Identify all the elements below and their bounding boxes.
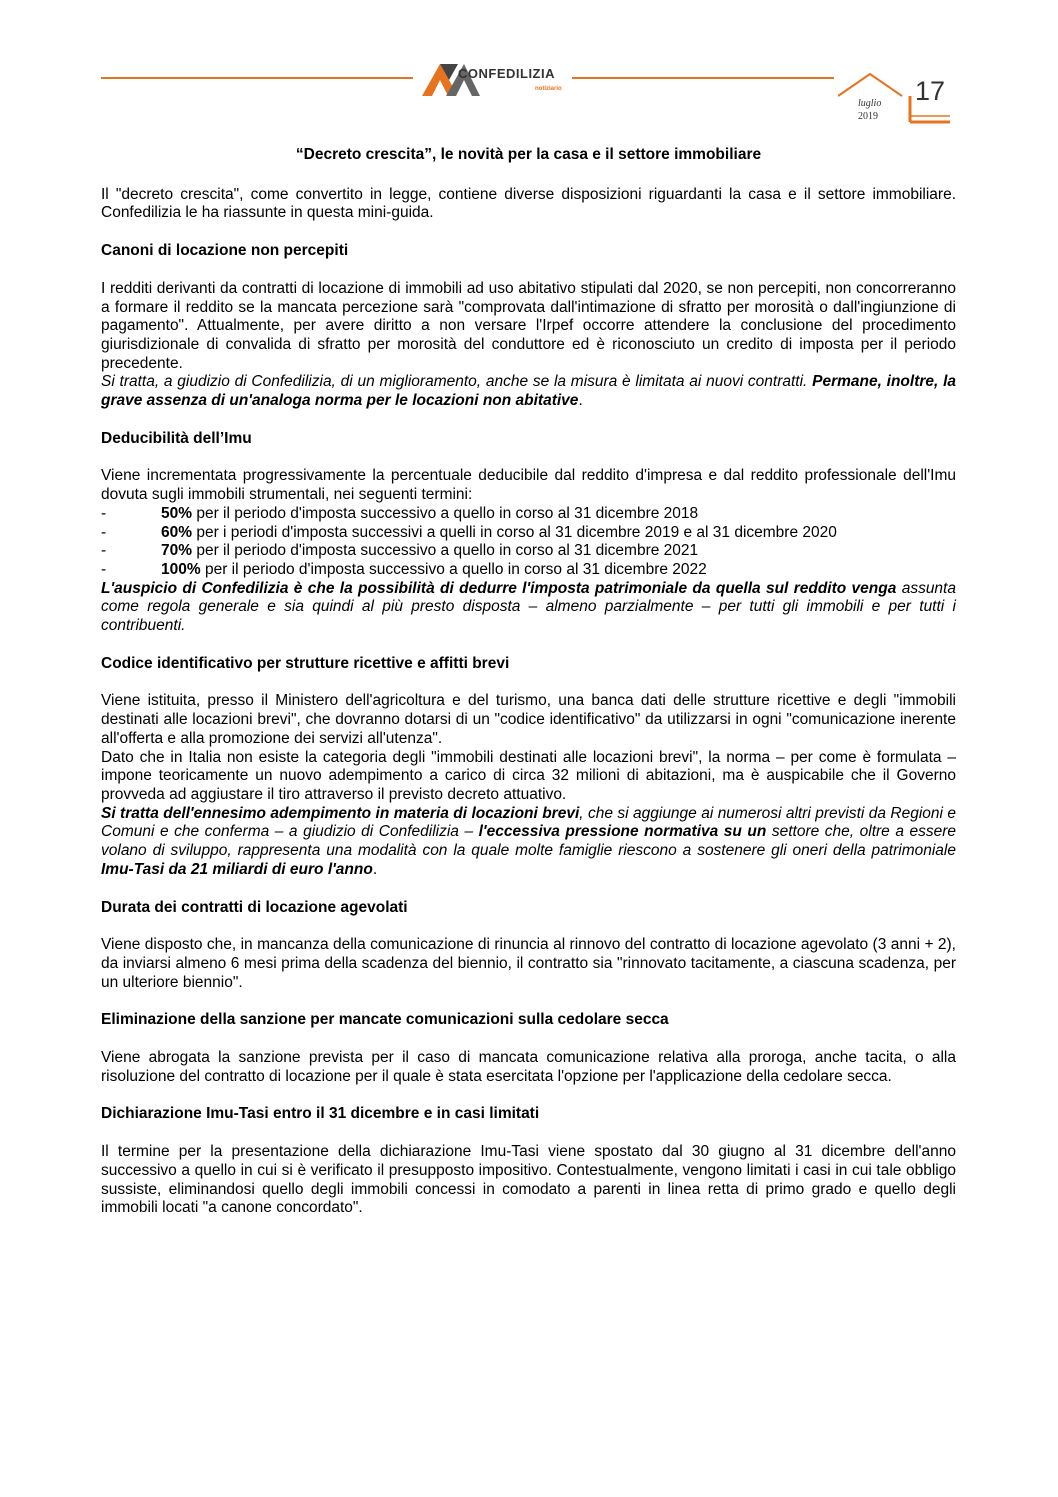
section-heading-canoni: Canoni di locazione non percepiti: [101, 242, 349, 260]
issue-month: luglio: [858, 98, 882, 109]
paragraph: Il termine per la presentazione della dichiarazione Imu-Tasi viene spostato dal 30 giugno al 31 dicembre dell'anno successivo a quello in cui si è verificato il presupposto impositivo. Contestualmente, vengono limitati i casi in cui tale obbligo sussiste, eliminandosi quello degli immobili concessi in comodato a parenti in linea retta di primo grado e quello degli immobili locati "a canone concordato".: [101, 1143, 956, 1217]
list-item: [101, 542, 956, 561]
header-rule-left: [101, 77, 413, 79]
percentage: 60%: [161, 523, 193, 541]
paragraph: Viene incrementata progressivamente la percentuale deducibile dal reddito d'impresa e dal reddito professionale dell'Imu dovuta sugli immobili strumentali, nei seguenti termini:: [101, 467, 956, 504]
article-body: [101, 146, 956, 1218]
bold-italic-text: Si tratta dell'ennesimo adempimento in materia di locazioni brevi: [101, 804, 580, 822]
list-text: per i periodi d'imposta successivi a quelli in corso al 31 dicembre 2019 e al 31 dicembre 2020: [192, 523, 837, 541]
article-title: “Decreto crescita”, le novità per la casa e il settore immobiliare: [295, 146, 762, 163]
page-header: [0, 0, 1058, 140]
section-heading-imu: Deducibilità dell’Imu: [101, 429, 252, 447]
list-dash: -: [101, 542, 107, 560]
paragraph: Viene disposto che, in mancanza della comunicazione di rinuncia al rinnovo del contratto di locazione agevolato (3 anni + 2), da inviarsi almeno 6 mesi prima della scadenza del biennio, il contratto sia "rinnovato tacitamente, a ciascuna scadenza, per un ulteriore biennio".: [101, 936, 956, 991]
list-dash: -: [101, 504, 107, 522]
paragraph: I redditi derivanti da contratti di locazione di immobili ad uso abitativo stipulati dal 2020, se non percepiti, non concorreranno a formare il reddito se la mancata percezione sarà "comprovata dall'intimazione di sfratto per morosità o dall'ingiunzione di pagamento". Attualmente, per avere diritto a non versare l'Irpef occorre attendere la conclusione del procedimento giurisdizionale di convalida di sfratto per morosità del conduttore ed è riconosciuto un credito di imposta per il periodo precedente.: [101, 279, 956, 372]
section-heading-sanzione: Eliminazione della sanzione per mancate comunicazioni sulla cedolare secca: [101, 1011, 669, 1029]
bold-italic-text: L'auspicio di Confedilizia è che la possibilità di dedurre l'imposta patrimoniale da quella sul reddito venga: [101, 579, 897, 597]
percentage: 70%: [161, 542, 193, 560]
issue-year: 2019: [858, 111, 878, 122]
section-heading-dichiarazione: Dichiarazione Imu-Tasi entro il 31 dicembre e in casi limitati: [101, 1105, 540, 1123]
list-text: per il periodo d'imposta successivo a quello in corso al 31 dicembre 2021: [192, 542, 699, 560]
bold-italic-text: l'eccessiva pressione normativa su un: [478, 823, 767, 841]
header-rule-right: [572, 77, 834, 79]
page-number: 17: [915, 76, 946, 106]
paragraph-comment: [101, 805, 956, 880]
italic-text: Si tratta, a giudizio di Confedilizia, di un miglioramento, anche se la misura è limitata ai nuovi contratti.: [101, 373, 813, 391]
list-dash: -: [101, 560, 107, 578]
list-item: [101, 524, 956, 543]
percentage: 100%: [161, 560, 201, 578]
bold-italic-text: Permane, inoltre, la grave assenza di un'analoga norma per le locazioni non abitative: [101, 373, 957, 410]
list-text: per il periodo d'imposta successivo a quello in corso al 31 dicembre 2018: [192, 504, 699, 522]
italic-text: assunta come regola generale e sia quindi al più presto disposta – almeno parzialmente – per tutti gli immobili e per tutti i contribuenti.: [101, 579, 956, 635]
italic-text: settore che, oltre a essere volano di sviluppo, rappresenta una modalità con la quale molte famiglie riescono a sostenere gli oneri della patrimoniale: [101, 823, 956, 860]
list-text: per il periodo d'imposta successivo a quello in corso al 31 dicembre 2022: [200, 560, 707, 578]
list-dash: -: [101, 523, 107, 541]
intro-paragraph: Il "decreto crescita", come convertito in legge, contiene diverse disposizioni riguardanti la casa e il settore immobiliare. Confedilizia le ha riassunte in questa mini-guida.: [101, 185, 956, 222]
bold-italic-text: Imu-Tasi da 21 miliardi di euro l'anno: [101, 860, 373, 878]
text: .: [578, 392, 583, 410]
paragraph: Dato che in Italia non esiste la categoria degli "immobili destinati alle locazioni brevi", la norma – per come è formulata – impone teoricamente un nuovo adempimento a carico di circa 32 milioni di abitazioni, ma è auspicabile che il Governo provveda ad aggiustare il tiro attraverso il previsto decreto attuativo.: [101, 748, 956, 803]
paragraph-comment: [101, 580, 956, 636]
logo-wordmark: CONFEDILIZIA: [458, 66, 555, 81]
deduction-list: [101, 505, 956, 580]
section-heading-durata: Durata dei contratti di locazione agevolati: [101, 898, 408, 916]
logo-subtitle: notiziario: [535, 86, 562, 92]
paragraph: Viene istituita, presso il Ministero dell'agricoltura e del turismo, una banca dati delle strutture ricettive e degli "immobili destinati alle locazioni brevi", che dovranno dotarsi di un "codice identificativo" da utilizzarsi in ogni "comunicazione inerente all'offerta e alla promozione dei servizi all'utenza".: [101, 692, 956, 747]
percentage: 50%: [161, 504, 193, 522]
italic-text: , che si aggiunge ai numerosi altri previsti da Regioni e Comuni e che conferma – a giudizio di Confedilizia –: [101, 804, 956, 841]
section-heading-codice: Codice identificativo per strutture ricettive e affitti brevi: [101, 654, 510, 672]
list-item: [101, 561, 956, 580]
paragraph-comment: [101, 373, 956, 410]
text: .: [372, 860, 378, 878]
list-item: [101, 505, 956, 524]
paragraph: Viene abrogata la sanzione prevista per il caso di mancata comunicazione relativa alla proroga, anche tacita, o alla risoluzione del contratto di locazione per il quale è stata esercitata l'opzione per l'applicazione della cedolare secca.: [101, 1049, 956, 1085]
